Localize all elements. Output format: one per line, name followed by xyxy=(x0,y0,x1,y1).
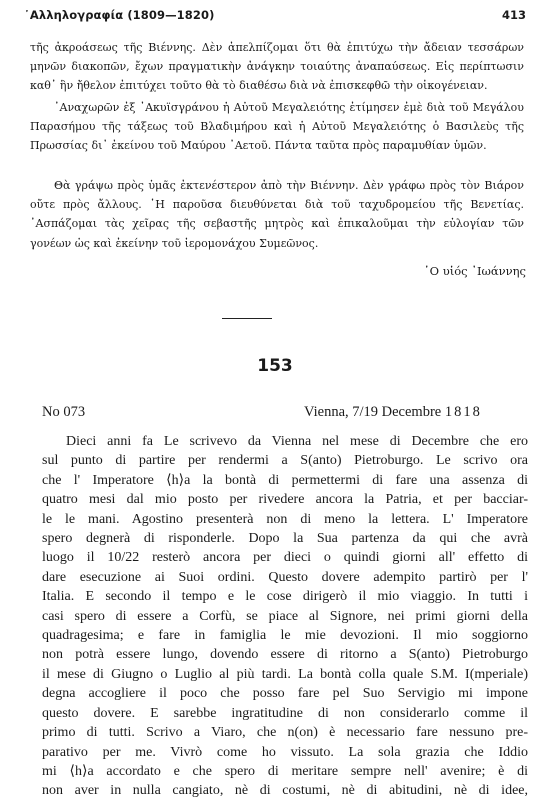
italian-letter-body xyxy=(42,432,528,801)
greek-paragraph-1 xyxy=(30,38,524,96)
body-line: spero degnerà di risponderle. Dopo la Sua partenza da qui che avrà xyxy=(42,531,528,547)
body-line: Dieci anni fa Le scrivevo da Vienna nel mese di Decembre che ero xyxy=(66,434,528,449)
greek-paragraph-2 xyxy=(30,98,524,156)
greek-paragraph-text: ᾿Αναχωρῶν ἐξ ᾿Ακυϊσγράνου ἡ Αὐτοῦ Μεγαλειότης ἐτίμησεν ἐμὲ διὰ τοῦ Μεγάλου Παρασήμου τῆς τάξεως τοῦ Βλαδιμήρου καὶ ἡ Αὐτοῦ Μεγαλειότης ὁ Βασιλεὺς τῆς Πρωσσίας δι᾿ ἐκείνου τοῦ Μαύρου ᾿Αετοῦ. Πάντα ταῦτα πρὸς παραμυθίαν ὑμῶν. xyxy=(30,101,524,153)
body-line: degna accogliere il poco che posso fare pel Suo Servigio mi impone xyxy=(42,686,528,702)
body-line: quadragesima; e fare in famiglia le mie devozioni. Il mio soggiorno xyxy=(42,628,528,644)
body-line: il mese di Giugno o Luglio al più tardi. La bontà colla quale S.M. I(mperiale) xyxy=(42,666,528,682)
body-line: casi spero di essere a Corfù, se piace al Signore, nei primi giorni della xyxy=(42,608,528,624)
page-number: 413 xyxy=(501,8,526,22)
running-title: ᾿Αλληλογραφία (1809—1820) xyxy=(24,8,215,22)
body-line: non potrà essere lungo, dovendo essere di ritorno a S(anto) Pietroburgo xyxy=(42,647,528,663)
body-line: parativo per me. Vivrò come ho vissuto. La sola grazia che Iddio xyxy=(42,744,528,760)
letter-year: 1818 xyxy=(444,404,482,420)
greek-paragraph-text: τῆς ἀκροάσεως τῆς Βιέννης. Δὲν ἀπελπίζομαι ὅτι θὰ ἐπιτύχω τὴν ἄδειαν τεσσάρων μηνῶν διακοπῶν, ἔχων πραγματικὴν ἀνάγκην τοιαύτης ἀναπαύσεως. Εἰς περίπτωσιν καθ᾿ ἣν ἤθελον ἐπιτύχει τοῦτο θὰ τὸ διαθέσω διὰ νὰ ἐπισκεφθῶ τὴν οἰκογένειαν. xyxy=(30,41,524,93)
body-line: mi ⟨h⟩a accordato e che spero di meritare sempre nell' avenire; è di xyxy=(42,763,528,779)
body-line: sul punto di partire per rendermi a S(anto) Pietroburgo. Le scrivo ora xyxy=(42,453,528,469)
document-number: 153 xyxy=(257,356,293,376)
body-line: primo di tutti. Scrivo a Viaro, che n(on) è necessario fare nessuno pre- xyxy=(42,725,528,741)
letter-place-date xyxy=(304,404,482,421)
body-line: quatro mesi dal mio posto per rivedere ancora la Patria, et per bacciar- xyxy=(42,492,528,508)
body-line: che l' Imperatore ⟨h⟩a la bontà di permettermi di fare una assenza di xyxy=(42,472,528,488)
body-line: non aver in nulla cangiato, nè di costumi, nè di abitudini, nè di idee, xyxy=(42,783,528,799)
body-line: dare esecuzione ai Suoi ordini. Questo dovere adempito partirò per l' xyxy=(42,569,528,585)
letter-number: No 073 xyxy=(42,404,86,420)
page-header xyxy=(24,8,526,28)
body-line: luogo il 10/22 resterò ancora per dieci o quindi giorni all' effetto di xyxy=(42,550,528,566)
body-line: questo dovere. E sarebbe ingratitudine di non considerarlo comme il xyxy=(42,705,528,721)
greek-paragraph-text: Θὰ γράψω πρὸς ὑμᾶς ἐκτενέστερον ἀπὸ τὴν Βιέννην. Δὲν γράφω πρὸς τὸν Βιάρον οὔτε πρὸς ἄλλους. ῾Η παροῦσα διευθύνεται διὰ τοῦ ταχυδρομείου τῆς Βενετίας. ᾿Ασπάζομαι τὰς χεῖρας τῆς σεβαστῆς μητρὸς καὶ ἐπικαλοῦμαι τὴν εὐλογίαν τῶν γονέων ὡς καὶ ἐκείνην τοῦ ἱερομονάχου Συμεῶνος. xyxy=(30,179,524,250)
section-divider xyxy=(222,318,272,319)
letter-signature: ῾Ο υἱός ᾿Ιωάννης xyxy=(423,264,526,278)
greek-paragraph-3 xyxy=(30,176,524,253)
body-line: Italia. E secondo il tempo e le cose dirigerò il mio viaggio. In tutti i xyxy=(42,589,528,605)
place-and-date: Vienna, 7/19 Decembre xyxy=(304,404,442,420)
body-line: le le mani. Agostino presenterà non di meno la lettera. L' Imperatore xyxy=(42,511,528,527)
